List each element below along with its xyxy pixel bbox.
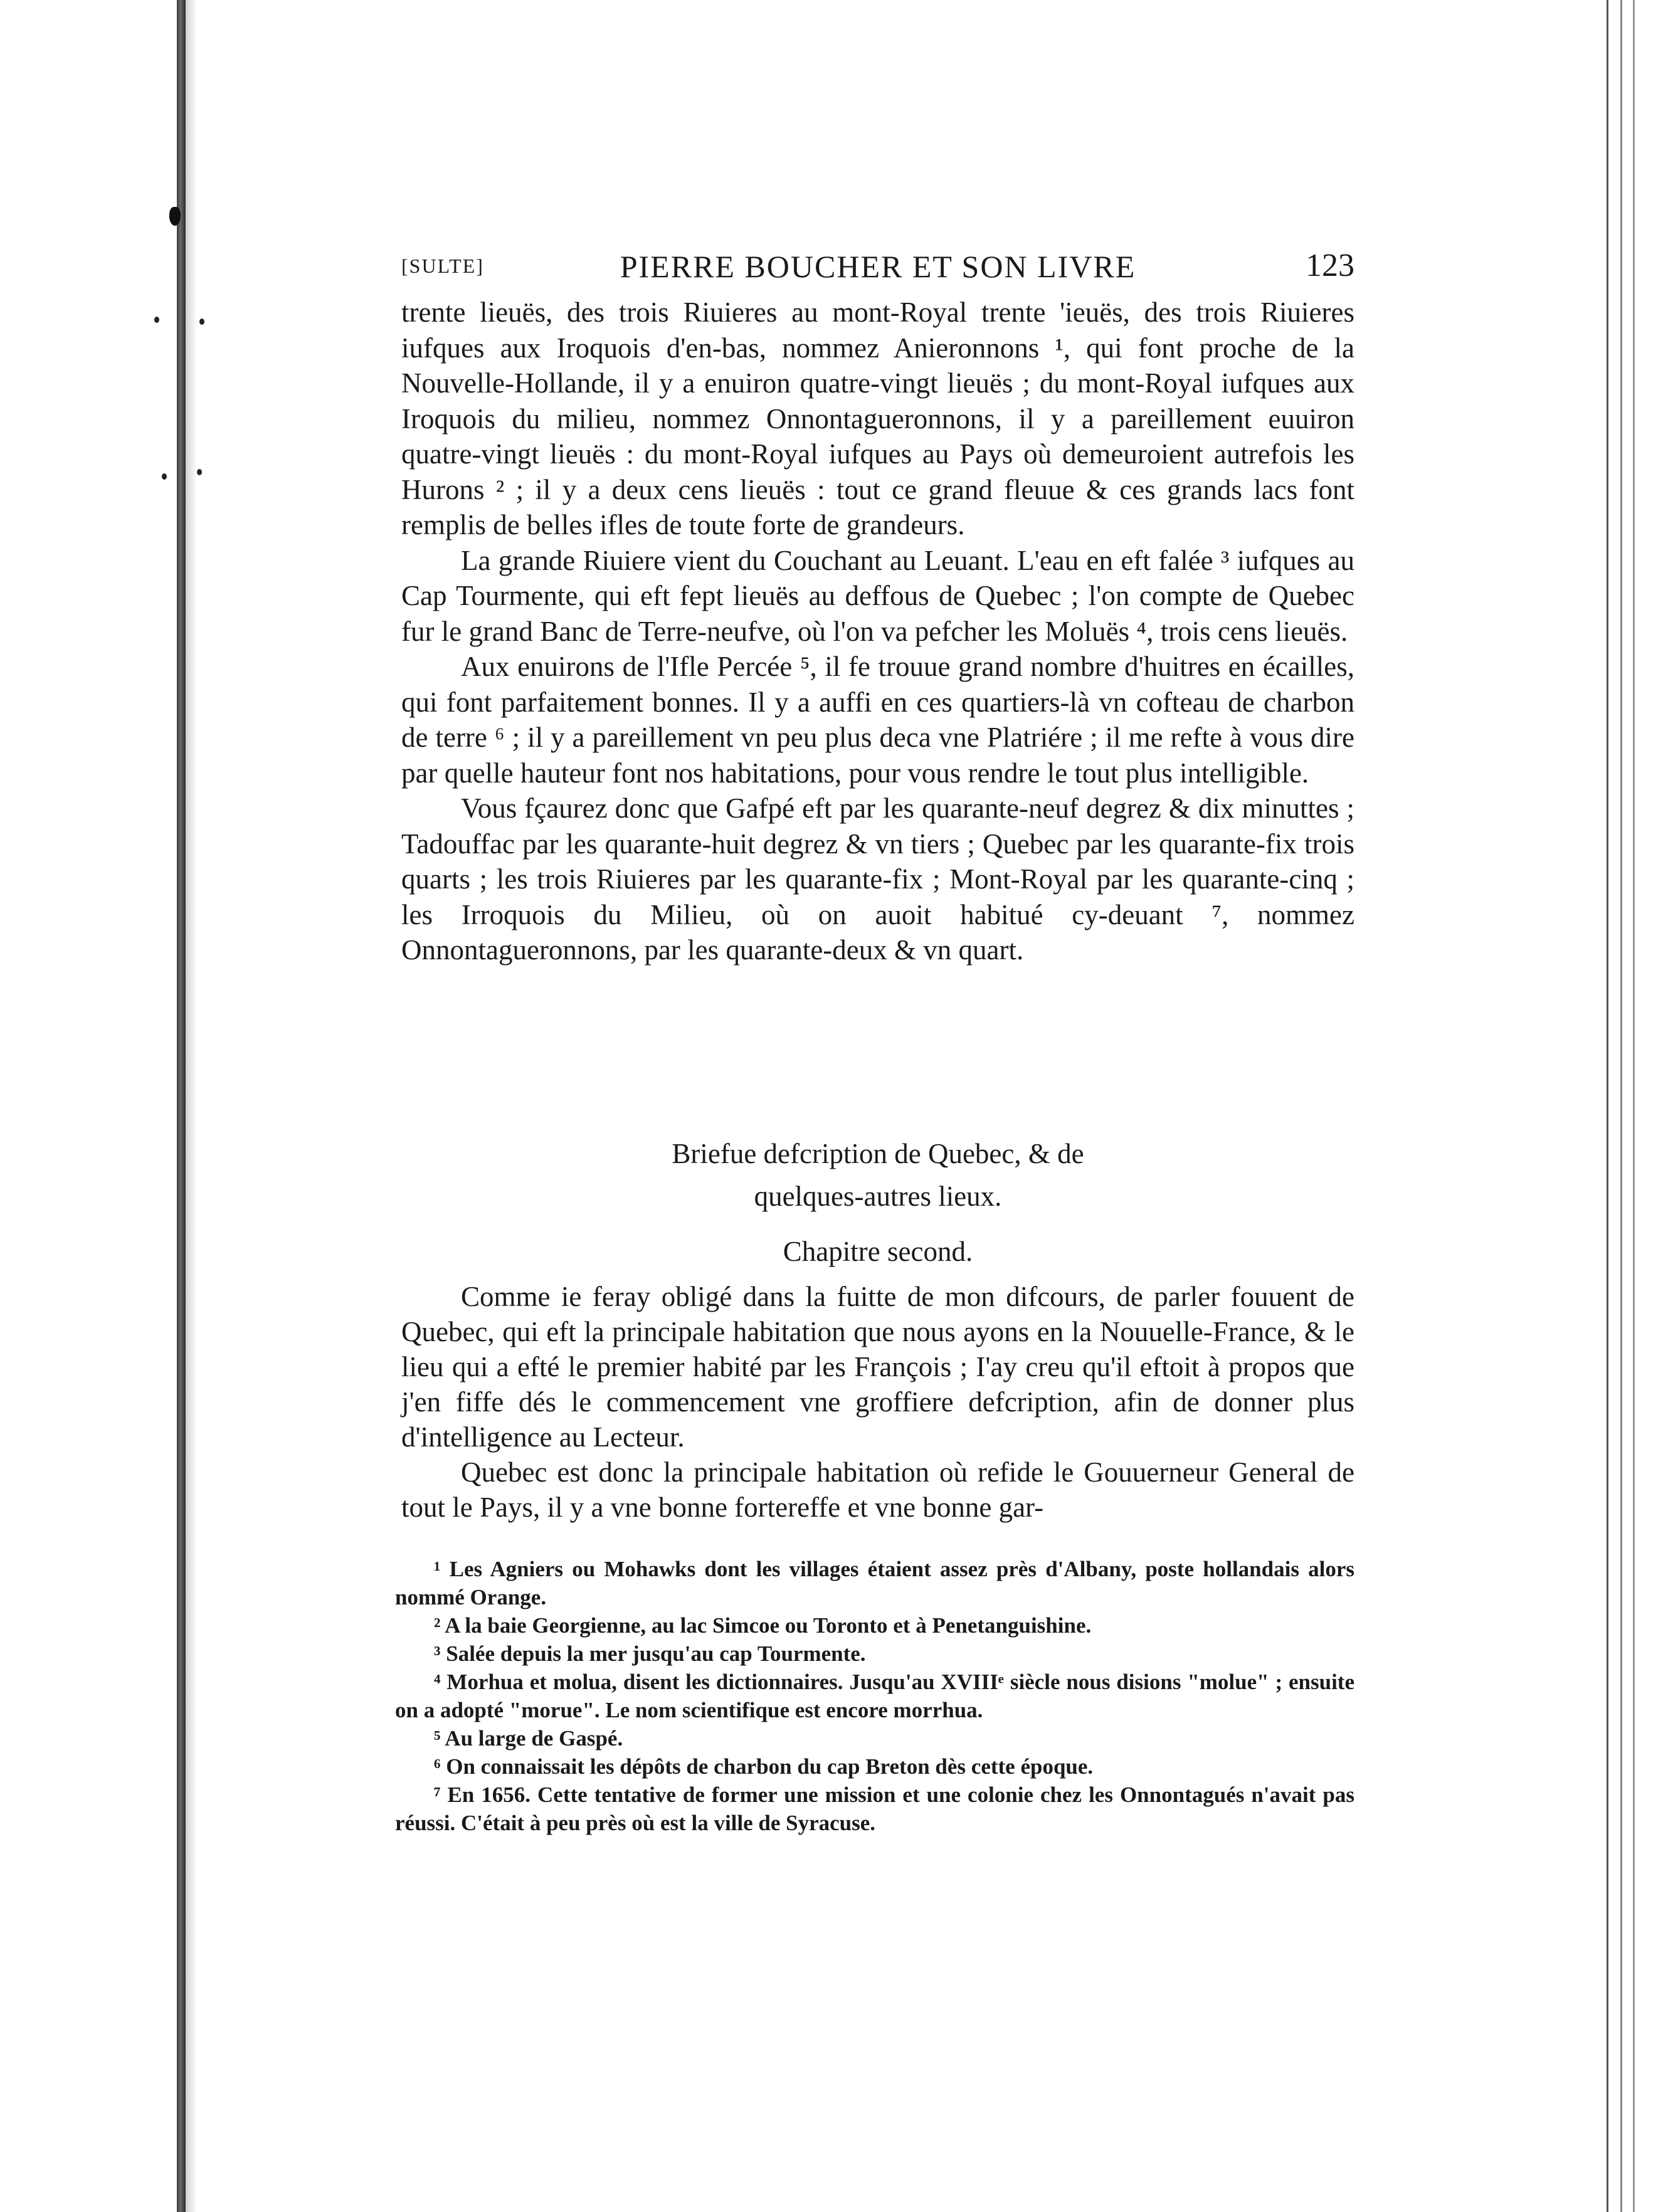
paragraph: Aux enuirons de l'Ifle Percée ⁵, il fe trouue grand nombre d'huitres en écailles, qui font parfaitement bonnes. Il y a auffi en ces quartiers-là vn cofteau de charbon de terre ⁶ ; il y a pareillement vn peu plus deca vne Platriére ; il me refte à vous dire par quelle hauteur font nos habitations, pour vous rendre le tout plus intelligible. (401, 651, 1354, 789)
paragraph: trente lieuës, des trois Riuieres au mont-Royal trente 'ieuës, des trois Riuieres iufques aux Iroquois d'en-bas, nommez Anieronnons ¹, qui font proche de la Nouvelle-Hollande, il y a enuiron quatre-vingt lieuës ; du mont-Royal iufques aux Iroquois du milieu, nommez Onnontagueronnons, il y a pareillement euuiron quatre-vingt lieuës : du mont-Royal iufques au Pays où demeuroient autrefois les Hurons ² ; il y a deux cens lieuës : tout ce grand fleuue & ces grands lacs font remplis de belles ifles de toute forte de grandeurs. (401, 297, 1354, 540)
chapter-body-text (401, 1279, 1354, 1525)
footnote: ⁶ On connaissait les dépôts de charbon du cap Breton dès cette époque. (434, 1754, 1094, 1779)
footnote: ⁵ Au large de Gaspé. (434, 1726, 623, 1751)
binding-mark (169, 207, 181, 226)
footnote: ² A la baie Georgienne, au lac Simcoe ou Toronto et à Penetanguishine. (434, 1613, 1092, 1638)
footnote: ¹ Les Agniers ou Mohawks dont les villages étaient assez près d'Albany, poste hollandais alors nommé Orange. (395, 1557, 1354, 1609)
footnote: ³ Salée depuis la mer jusqu'au cap Tourmente. (434, 1641, 866, 1666)
binding-speck (162, 473, 167, 480)
running-head (401, 246, 1354, 290)
section-heading-line-1: Briefue defcription de Quebec, & de (672, 1138, 1084, 1169)
body-text (401, 295, 1354, 968)
paragraph: Comme ie feray obligé dans la fuitte de mon difcours, de parler fouuent de Quebec, qui eft la principale habitation que nous ayons en la Nouuelle-France, & le lieu qui a efté le premier habité par les François ; I'ay creu qu'il eftoit à propos que j'en fiffe dés le commencement vne groffiere defcription, afin de donner plus d'intelligence au Lecteur. (401, 1281, 1354, 1453)
page-stack-edge (1607, 0, 1608, 2212)
paragraph: La grande Riuiere vient du Couchant au Leuant. L'eau en eft falée ³ iufques au Cap Tourmente, qui eft fept lieuës au deffous de Quebec ; l'on compte de Quebec fur le grand Banc de Terre-neufve, où l'on va pefcher les Moluës ⁴, trois cens lieuës. (401, 544, 1354, 647)
paragraph: Quebec est donc la principale habitation où refide le Gouuerneur General de tout le Pays, il y a vne bonne fortereffe et vne bonne gar- (401, 1456, 1354, 1523)
page-number: 123 (1306, 248, 1354, 283)
footnotes (395, 1555, 1354, 1837)
binding-speck (197, 469, 202, 475)
page-stack-edge (1633, 0, 1635, 2212)
binding-speck (154, 317, 159, 323)
running-head-left: [SULTE] (401, 255, 484, 277)
footnote: ⁴ Morhua et molua, disent les dictionnaires. Jusqu'au XVIIIᵉ siècle nous disions "molue" ; ensuite on a adopté "morue". Le nom scientifique est encore morrhua. (395, 1670, 1354, 1722)
page-binding-edge (177, 0, 186, 2212)
binding-speck (199, 319, 204, 325)
paragraph: Vous fçaurez donc que Gafpé eft par les quarante-neuf degrez & dix minuttes ; Tadouffac par les quarante-huit degrez & vn tiers ; Quebec par les quarante-fix trois quarts ; les trois Riuieres par les quarante-fix ; Mont-Royal par les quarante-cinq ; les Irroquois du Milieu, où on auoit habitué cy-deuant ⁷, nommez Onnontagueronnons, par les quarante-deux & vn quart. (401, 793, 1354, 966)
binding-shadow (186, 0, 197, 2212)
page-stack-edge (1620, 0, 1622, 2212)
running-head-title: PIERRE BOUCHER ET SON LIVRE (620, 249, 1136, 284)
chapter-heading: Chapitre second. (783, 1236, 973, 1267)
footnote: ⁷ En 1656. Cette tentative de former une mission et une colonie chez les Onnontagués n'avait pas réussi. C'était à peu près où est la ville de Syracuse. (395, 1783, 1354, 1835)
section-heading-line-2: quelques-autres lieux. (754, 1181, 1002, 1212)
